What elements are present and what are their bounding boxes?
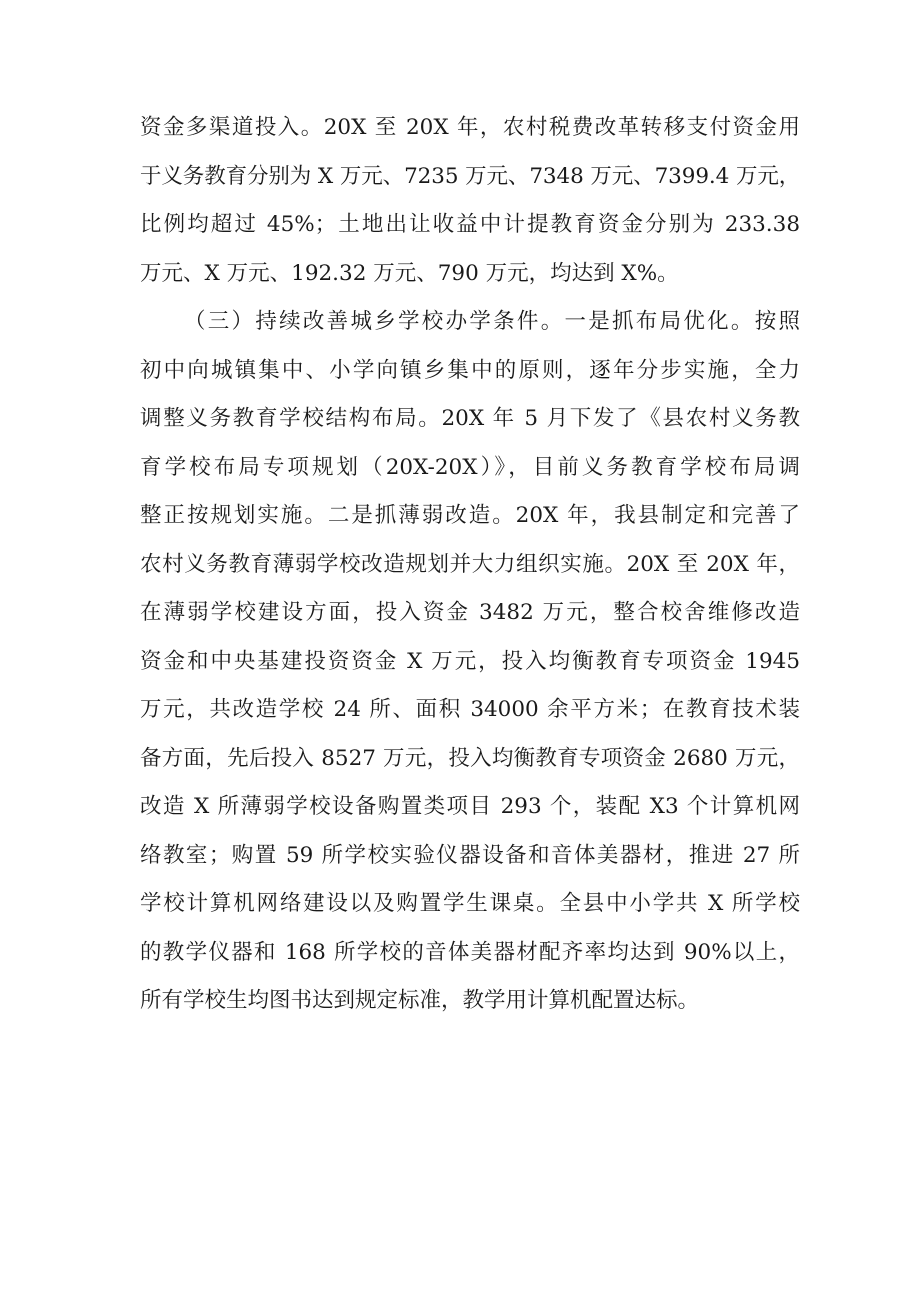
text-line: 备方面，先后投入 8527 万元，投入均衡教育专项资金 2680 万元， bbox=[140, 745, 800, 771]
text-line: 农村义务教育薄弱学校改造规划并大力组织实施。20X 至 20X 年， bbox=[140, 551, 800, 577]
text-line: 育学校布局专项规划（20X-20X）》，目前义务教育学校布局调 bbox=[140, 454, 800, 480]
text-line: 万元、X 万元、192.32 万元、790 万元，均达到 X%。 bbox=[140, 260, 679, 286]
paragraph-funding bbox=[140, 104, 800, 298]
text-line: 调整义务教育学校结构布局。20X 年 5 月下发了《县农村义务教 bbox=[140, 406, 800, 431]
text-line: 所有学校生均图书达到规定标准，教学用计算机配置达标。 bbox=[140, 988, 700, 1013]
text-line: 于义务教育分别为 X 万元、7235 万元、7348 万元、7399.4 万元， bbox=[140, 163, 801, 189]
text-line: 在薄弱学校建设方面，投入资金 3482 万元，整合校舍维修改造 bbox=[140, 600, 800, 625]
document-body bbox=[140, 104, 800, 1026]
text-line: 络教室；购置 59 所学校实验仪器设备和音体美器材，推进 27 所 bbox=[140, 842, 800, 868]
text-line: 资金多渠道投入。20X 至 20X 年，农村税费改革转移支付资金用 bbox=[140, 115, 800, 140]
text-line: 比例均超过 45%；土地出让收益中计提教育资金分别为 233.38 bbox=[140, 212, 800, 237]
text-line: 初中向城镇集中、小学向镇乡集中的原则，逐年分步实施，全力 bbox=[140, 357, 800, 383]
text-line: 学校计算机网络建设以及购置学生课桌。全县中小学共 X 所学校 bbox=[140, 891, 800, 916]
text-line: 改造 X 所薄弱学校设备购置类项目 293 个，装配 X3 个计算机网 bbox=[140, 794, 800, 819]
text-line: 整正按规划实施。二是抓薄弱改造。20X 年，我县制定和完善了 bbox=[140, 503, 800, 528]
text-line: 的教学仪器和 168 所学校的音体美器材配齐率均达到 90%以上， bbox=[140, 939, 800, 965]
text-line: 资金和中央基建投资资金 X 万元，投入均衡教育专项资金 1945 bbox=[140, 648, 800, 674]
paragraph-school-conditions bbox=[140, 298, 800, 1026]
text-line: 万元，共改造学校 24 所、面积 34000 余平方米；在教育技术装 bbox=[140, 697, 800, 722]
text-line: （三）持续改善城乡学校办学条件。一是抓布局优化。按照 bbox=[184, 309, 800, 334]
